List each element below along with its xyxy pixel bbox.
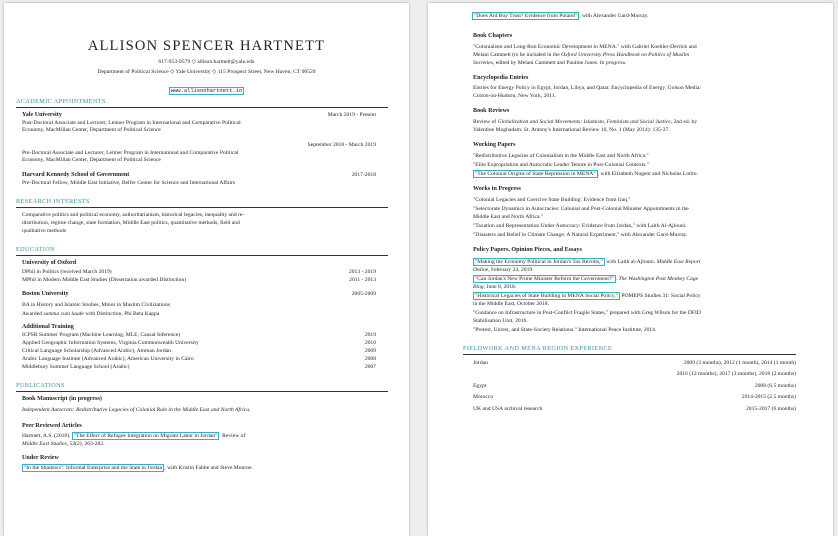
reviews-line-2: Valentine Moghadam. St. Antony's International Review 10, No. 1 (May 2014): 135-37. <box>473 127 670 133</box>
chapters-line-2: Melani Cammett (to be included in the Oxford University Press Handbook on Politics of Muslim <box>473 52 690 58</box>
reviews-line-1: Review of Globalization and Social Movements: Islamism, Feminism and Social Justice, 2nd ed. by <box>473 119 698 125</box>
training-heading: Additional Training <box>22 324 74 330</box>
yale-desc-2b: Economy, MacMillan Center, Department of Political Science <box>22 157 161 163</box>
policy-link-3[interactable]: "Historical Legacies of State Building in MENA Social Policy," <box>475 293 618 299</box>
section-education: EDUCATION <box>16 246 56 253</box>
field-time: 2008 (6.5 months) <box>754 383 796 389</box>
field-time: 2014-2015 (2.5 months) <box>741 394 796 400</box>
papers-link[interactable]: "The Colonial Origins of State Repression in MENA" <box>475 171 596 177</box>
boston-honors: Awarded summa cum laude with Distinction, Phi Beta Kappa <box>22 311 160 317</box>
wip-line: Middle East and North Africa." <box>473 214 544 220</box>
book-title: Independent Autocrats: Redistributive Legacies of Colonial Rule in the Middle East and North Africa. <box>22 407 251 413</box>
book-heading: Book Manuscript (in progress) <box>22 396 102 402</box>
wip-heading: Works in Progress <box>473 186 521 192</box>
field-time: 2016 (12 months), 2017 (3 months), 2018 (2 months) <box>676 371 796 377</box>
oxford-degree-1: DPhil in Politics (received March 2019) <box>22 269 112 275</box>
yale-date-2: September 2018 - March 2019 <box>307 142 376 148</box>
wip-line: "Taxation and Representation Under Autocracy: Evidence from Jordan," with Laith Al-Ajlouni. <box>473 223 687 229</box>
cv-page-2 <box>428 3 833 536</box>
yale-heading: Yale University <box>22 112 62 118</box>
section-research-interests: RESEARCH INTERESTS <box>16 198 90 205</box>
training-date: 2008 <box>364 356 376 362</box>
section-rule <box>463 354 796 355</box>
training-date: 2019 <box>364 332 376 338</box>
policy-link-2[interactable]: "Can Jordan's New Prime Minister Reform the Government?" <box>475 276 614 282</box>
peer-article: Hartnett, A.S. (2018). "The Effect of Refugee Integration on Migrant Labor in Jordan" . Review of <box>22 433 246 439</box>
top-article-link[interactable]: "Does Aid Buy Trust? Evidence from Poland" <box>474 13 578 19</box>
training-item: Applied Geographic Information Systems, Virginia Commonwealth University <box>22 340 199 346</box>
training-date: 2010 <box>364 340 376 346</box>
chapters-heading: Book Chapters <box>473 33 513 39</box>
peer-heading: Peer Reviewed Articles <box>22 423 82 429</box>
training-item: Critical Language Scholarship (Advanced Arabic), Amman Jordan <box>22 348 171 354</box>
policy-line-1: "Making the Economy Political in Jordan's Tax Revolts," with Laith al-Ajlouni. Middle East Report <box>475 259 701 265</box>
section-academic-appointments: ACADEMIC APPOINTMENTS <box>16 98 106 105</box>
field-place: Morocco <box>473 394 494 400</box>
policy-line-2: Online, February 24, 2019. <box>473 267 534 273</box>
review-heading: Under Review <box>22 455 59 461</box>
encyc-heading: Encyclopedia Entries <box>473 75 529 81</box>
cv-name: ALLISON SPENCER HARTNETT <box>87 38 326 54</box>
field-time: 2009 (3 months), 2012 (1 month), 2014 (1 month) <box>683 360 796 366</box>
yale-desc-1a: Post-Doctoral Associate and Lecturer, Leitner Program in International and Comparative Political <box>22 120 241 126</box>
policy-line-4: Blog, June 8, 2018. <box>473 284 517 290</box>
wip-line: "Disasters and Belief in Climate Change: A Natural Experiment," with Alexander Gard-Murray. <box>473 232 688 238</box>
wip-line: "Colonial Legacies and Coercive State Building: Evidence from Iraq." <box>473 197 631 203</box>
contact-line: 617-953-0579 ◇ allison.hartnett@yale.edu <box>158 59 255 65</box>
field-place: UK and USA archival research <box>473 406 543 412</box>
peer-article-cont: Middle East Studies, 52(2), 263-282. <box>22 441 105 447</box>
top-article: "Does Aid Buy Trust? Evidence from Poland" , with Alexander Gard-Murray. <box>474 13 649 19</box>
yale-desc-2a: Pre-Doctoral Associate and Lecturer, Leitner Program in International and Comparative Political <box>22 150 239 156</box>
section-publications: PUBLICATIONS <box>16 382 65 389</box>
field-place: Egypt <box>473 383 487 389</box>
boston-date: 2005-2009 <box>351 291 376 297</box>
address-line: Department of Political Science ◇ Yale University ◇ 115 Prospect Street, New Haven, CT 06520 <box>97 69 316 75</box>
boston-degree: BA in History and Islamic Studies, Minor in Muslim Civilizations <box>22 302 170 308</box>
website-row <box>4 79 409 97</box>
section-rule <box>16 391 388 392</box>
encyc-line-2: Croton-on-Hudson, New York, 2011. <box>473 93 556 99</box>
review-item: "In the Shadows": Informal Enterprise and the State in Jordan , with Kristin Fabbe and Steve Monroe. <box>24 465 253 471</box>
papers-heading: Working Papers <box>473 142 516 148</box>
research-line-2: distribution, regime change, state formation, Middle East politics, quantitative methods, field and <box>22 220 240 226</box>
yale-desc-1b: Economy, MacMillan Center, Department of Political Science <box>22 127 161 133</box>
policy-heading: Policy Papers, Opinion Pieces, and Essays <box>473 247 582 253</box>
cv-page-1 <box>4 3 409 536</box>
oxford-heading: University of Oxford <box>22 260 77 266</box>
reviews-heading: Book Reviews <box>473 108 510 114</box>
chapters-line-1: "Colonialism and Long-Run Economic Development in MENA." with Gabriel Koehler-Derrick and <box>473 44 697 50</box>
oxford-date-1: 2013 - 2019 <box>348 269 376 275</box>
wip-line: "Selectorate Dynamics in Autocracies: Colonial and Post-Colonial Minister Appointments in the <box>473 206 689 212</box>
papers-line-2: "Elite Expropriation and Autocratic Leader Tenure in Post-Colonial Contexts." <box>473 162 650 168</box>
field-place: Jordan <box>473 360 488 366</box>
harvard-date: 2017-2018 <box>351 172 376 178</box>
policy-line-9: "Protest, Unrest, and State-Society Relations." International Peace Institute, 2014. <box>473 327 657 333</box>
papers-line-3: "The Colonial Origins of State Repression in MENA" , with Elizabeth Nugent and Nicholas Lotito. <box>475 171 698 177</box>
website-link[interactable]: www.allisonhartnett.io <box>170 88 243 94</box>
training-date: 2009 <box>364 348 376 354</box>
peer-article-link[interactable]: "The Effect of Refugee Integration on Migrant Labor in Jordan" <box>73 433 218 439</box>
boston-heading: Boston University <box>22 291 69 297</box>
oxford-date-2: 2011 - 2013 <box>349 277 376 283</box>
harvard-heading: Harvard Kennedy School of Government <box>22 172 130 178</box>
oxford-degree-2: MPhil in Modern Middle East Studies (Dissertation awarded Distinction) <box>22 277 187 283</box>
review-link[interactable]: "In the Shadows": Informal Enterprise and the State in Jordan <box>24 465 163 471</box>
encyc-line-1: Entries for Energy Policy in Egypt, Jordan, Libya, and Qatar. Encyclopedia of Energy. Golson Media: <box>473 85 701 91</box>
chapters-line-3: Societies, edited by Melani Cammett and Pauline Jones. In progress. <box>473 60 627 66</box>
yale-date-1: March 2019 - Present <box>327 112 376 118</box>
training-item: Arabic Language Institute (Advanced Arabic), American University in Cairo <box>22 356 194 362</box>
policy-line-6: in the Middle East, October 2018. <box>473 301 549 307</box>
harvard-desc: Pre-Doctoral Fellow, Middle East Initiative, Belfer Center for Science and International Affairs <box>22 180 236 186</box>
policy-line-3: "Can Jordan's New Prime Minister Reform the Government?" . The Washington Post Monkey Cage <box>475 276 699 282</box>
training-date: 2007 <box>364 364 376 370</box>
section-fieldwork: FIELDWORK AND MENA REGION EXPERIENCE <box>463 345 613 352</box>
section-rule <box>16 255 388 256</box>
training-item: ICPSR Summer Program (Machine Learning, MLE, Causal Inference) <box>22 332 180 338</box>
training-item: Middlebury Summer Language School (Arabic) <box>22 364 130 370</box>
policy-link-1[interactable]: "Making the Economy Political in Jordan's Tax Revolts," <box>475 259 603 265</box>
research-line-1: Comparative politics and political economy, authoritarianism, historical legacies, inequality and re- <box>22 212 245 218</box>
policy-line-5: "Historical Legacies of State Building in MENA Social Policy," POMEPS Studies 31: Social Policy <box>475 293 701 299</box>
section-rule <box>16 207 388 208</box>
policy-line-8: Stabilisation Unit, 2016. <box>473 318 528 324</box>
section-rule <box>16 107 388 108</box>
research-line-3: qualitative methods <box>22 228 66 234</box>
papers-line-1: "Redistributive Legacies of Colonialism in the Middle East and North Africa." <box>473 153 649 159</box>
policy-line-7: "Guidance on Infrastructure in Post-Conflict Fragile States," prepared with Greg Wilson for the DFID <box>473 310 701 316</box>
field-time: 2015-2017 (6 months) <box>745 406 796 412</box>
